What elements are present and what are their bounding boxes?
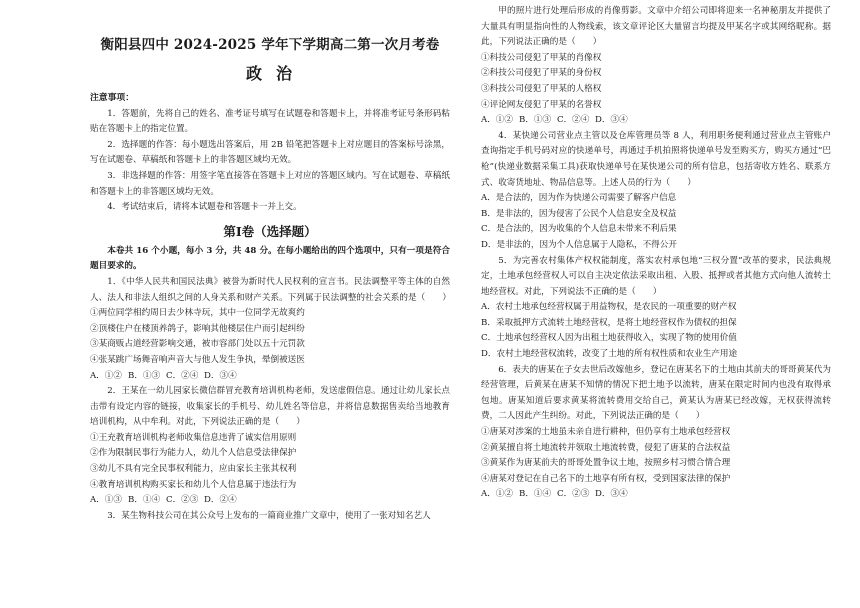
- section-title: 第Ⅰ卷（选择题）: [223, 223, 317, 239]
- note-item: 2．选择题的作答：每小题选出答案后，用 2B 铅笔把答题卡上对应题目的答案标号涂黑，写在试题卷、草稿纸和答题卡上的非答题区域均无效。: [90, 139, 450, 166]
- question-stem: 2．王某在一幼儿园家长微信群冒充教育培训机构老师，发送虚假信息。通过让幼儿家长点击带有设定内容的链接，收集家长的手机号、幼儿姓名等信息，并将信息数据售卖给当地教育培训机构，从中牟利。对此，下列说法正确的是（ ）: [90, 386, 450, 428]
- answer-options: [90, 369, 450, 385]
- question-3-continued: [481, 4, 831, 129]
- statement-item: ③科技公司侵犯了甲某的人格权: [481, 83, 602, 94]
- statement-item: ③幼儿不具有完全民事权利能力，应由家长主张其权利: [90, 464, 297, 475]
- section-intro: 本卷共 16 个小题，每小 3 分，共 48 分。在每小题给出的四个选项中，只有一项是符合题目要求的。: [90, 245, 450, 272]
- statement-item: ②黄某擅自将土地流转并领取土地流转费，侵犯了唐某的合法权益: [481, 442, 731, 453]
- statement-item: ①王充教育培训机构老师收集信息违背了诚实信用原则: [90, 432, 297, 443]
- statement-item: ①科技公司侵犯了甲某的肖像权: [481, 52, 602, 63]
- answer-choice: C．土地承包经营权人因为出租土地获得收入，实现了物的使用价值: [481, 333, 737, 344]
- option-b: B．①④: [519, 489, 552, 500]
- answer-options: [90, 493, 450, 509]
- option-d: D．②④: [204, 495, 237, 506]
- exam-title: 衡阳县四中 2024-2025 学年下学期高二第一次月考卷: [100, 37, 440, 53]
- answer-options: [481, 487, 831, 503]
- statement-item: ③黄某作为唐某前夫的哥哥处置争议土地，按照乡村习惯合情合理: [481, 458, 731, 469]
- answer-choice: B．是非法的，因为侵害了公民个人信息安全及权益: [481, 208, 677, 219]
- answer-choice: A．农村土地承包经营权属于用益物权，是农民的一项重要的财产权: [481, 302, 737, 313]
- answer-choice: D．农村土地经营权流转，改变了土地的所有权性质和农业生产用途: [481, 349, 738, 360]
- option-d: D．③④: [595, 115, 628, 126]
- question-4: [481, 129, 831, 254]
- option-c: C．②③: [166, 495, 199, 506]
- question-stem: 甲的照片进行处理后形成的肖像剪影。文章中介绍公司即将迎来一名神秘朋友并提供了大量具有明显指向性的人物线索，该文章评论区大量留言均提及甲某名字或其网络昵称。据此，下列说法正确的是（ ）: [481, 6, 831, 48]
- notes-heading: 注意事项：: [90, 93, 134, 103]
- option-c: C．②③: [557, 489, 590, 500]
- question-1: [90, 275, 450, 384]
- answer-options: [481, 113, 831, 129]
- statement-item: ③某商贩占道经营影响交通，被市容部门处以五十元罚款: [90, 339, 305, 350]
- statement-item: ①唐某对涉案的土地虽未亲自进行耕种，但仍享有土地承包经营权: [481, 427, 731, 438]
- subject-title: 政治: [245, 64, 306, 83]
- option-a: A．①③: [90, 495, 122, 506]
- answer-choice: D．是非法的，因为个人信息属于人隐私，不得公开: [481, 239, 677, 250]
- statement-item: ②作为限制民事行为能力人，幼儿个人信息受法律保护: [90, 448, 297, 459]
- statement-item: ②科技公司侵犯了甲某的身份权: [481, 68, 602, 79]
- question-stem: 4．某快递公司营业点主管以及仓库管理员等 8 人，利用职务便利通过营业点主管账户查询指定手机号码对应的快递单号，再通过手机拍照将快递单号发至购买方，购买方通过“巴枪”(快递业数据采集工具)获取快递单号在某快递公司的所有信息，包括寄收方姓名、联系方式、收寄货地址、物品信息等。上述人员的行为（ ）: [481, 130, 831, 188]
- question-2: [90, 384, 450, 509]
- question-5: [481, 254, 831, 363]
- note-item: 1．答题前，先将自己的姓名、准考证号填写在试题卷和答题卡上，并将准考证号条形码粘贴在答题卡上的指定位置。: [90, 108, 450, 135]
- statement-item: ④评论网友侵犯了甲某的名誉权: [481, 99, 602, 110]
- note-item: 3．非选择题的作答：用签字笔直接答在答题卡上对应的答题区域内。写在试题卷、草稿纸和答题卡上的非答题区域均无效。: [90, 170, 450, 197]
- answer-choice: A．是合法的，因为作为快递公司需要了解客户信息: [481, 193, 677, 204]
- option-d: D．③④: [595, 489, 628, 500]
- statement-item: ④唐某对登记在自己名下的土地享有所有权，受到国家法律的保护: [481, 473, 731, 484]
- option-a: A．①②: [90, 370, 122, 381]
- question-stem: 6．表夫的唐某在子女去世后改嫁他乡，登记在唐某名下的土地由其前夫的哥哥黄某代为经营管理，后黄某在唐某不知情的情况下把土地予以流转，唐某在限定时间内也没有取得承包地。唐某知道后要求黄某将流转费用交给自己，黄某认为唐某已经改嫁，无权获得流转费，二人因此产生纠纷。对此，下列说法正确的是（ ）: [481, 364, 831, 422]
- option-c: C．②④: [557, 115, 590, 126]
- option-b: B．①④: [128, 495, 161, 506]
- option-a: A．①②: [481, 489, 513, 500]
- left-column: [90, 0, 450, 524]
- option-d: D．③④: [204, 370, 237, 381]
- statement-item: ④张某跳广场舞音响声音大与他人发生争执，晕倒被送医: [90, 354, 305, 365]
- answer-choice: C．是合法的，因为收集的个人信息未带来不利后果: [481, 224, 677, 235]
- option-a: A．①②: [481, 115, 513, 126]
- question-stem: 1．《中华人民共和国民法典》被誉为新时代人民权利的宣言书。民法调整平等主体的自然人、法人和非法人组织之间的人身关系和财产关系。下列属于民法调整的社会关系的是（ ）: [90, 276, 451, 303]
- right-column: [481, 0, 831, 503]
- statement-item: ②顶楼住户在楼顶养鸽子，影响其他楼层住户而引起纠纷: [90, 323, 305, 334]
- note-item: 4．考试结束后，请将本试题卷和答题卡一并上交。: [107, 202, 302, 213]
- question-6: [481, 363, 831, 503]
- option-b: B．①③: [128, 370, 161, 381]
- answer-choice: B．采取抵押方式流转土地经营权，是将土地经营权作为债权的担保: [481, 317, 737, 328]
- option-b: B．①③: [519, 115, 552, 126]
- option-c: C．②④: [166, 370, 199, 381]
- statement-item: ④教育培训机构购买家长和幼儿个人信息属于违法行为: [90, 479, 297, 490]
- question-stem: 5．为完善农村集体产权权能制度，落实农村承包地“三权分置”改革的要求，民法典规定，土地承包经营权人可以自主决定依法采取出租、入股、抵押或者其他方式向他人流转土地经营权。对此，下列说法不正确的是（ ）: [481, 255, 831, 297]
- question-3-stem-start: 3．某生物科技公司在其公众号上发布的一篇商业推广文章中，使用了一张对知名艺人: [107, 510, 431, 521]
- statement-item: ①两位同学相约周日去少林寺玩，其中一位同学无故爽约: [90, 308, 305, 319]
